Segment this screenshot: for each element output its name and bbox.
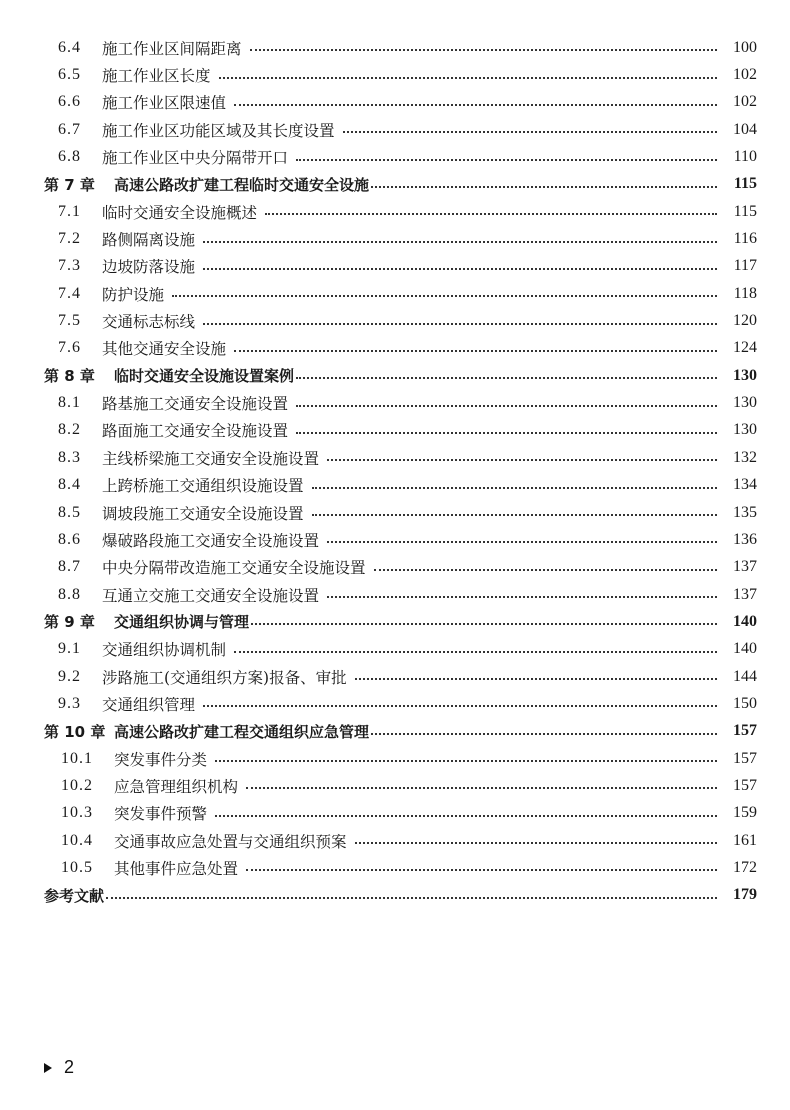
toc-entry-page: 137 bbox=[733, 558, 757, 576]
toc-entry-title: 施工作业区中央分隔带开口 bbox=[102, 149, 289, 168]
toc-entry-number: 9.2 bbox=[58, 667, 81, 685]
toc-entry-page: 179 bbox=[733, 886, 757, 904]
toc-entry-title: 临时交通安全设施设置案例 bbox=[114, 367, 295, 386]
toc-entry-number: 8.5 bbox=[58, 503, 81, 521]
toc-entry-title: 中央分隔带改造施工交通安全设施设置 bbox=[102, 559, 366, 578]
toc-entry-number: 8.7 bbox=[58, 558, 81, 576]
toc-entry-page: 110 bbox=[733, 148, 757, 166]
toc-section-entry bbox=[0, 89, 790, 116]
toc-section-entry bbox=[0, 225, 790, 252]
toc-chapter-entry bbox=[0, 608, 790, 635]
toc-entry-number: 第 9 章 bbox=[44, 613, 95, 632]
toc-entry-title: 高速公路改扩建工程交通组织应急管理 bbox=[114, 722, 370, 741]
toc-section-entry bbox=[0, 335, 790, 362]
toc-section-entry bbox=[0, 198, 790, 225]
toc-entry-number: 9.1 bbox=[58, 640, 81, 658]
dot-leader bbox=[251, 622, 717, 625]
dot-leader bbox=[343, 130, 717, 133]
toc-entry-page: 137 bbox=[733, 585, 757, 603]
dot-leader bbox=[234, 103, 717, 106]
toc-entry-number: 第 10 章 bbox=[44, 722, 106, 741]
dot-leader bbox=[203, 240, 717, 243]
toc-section-entry bbox=[0, 472, 790, 499]
dot-leader bbox=[250, 48, 717, 51]
toc-entry-page: 100 bbox=[733, 38, 757, 56]
dot-leader bbox=[203, 704, 717, 707]
toc-entry-page: 144 bbox=[733, 667, 757, 685]
toc-entry-number: 第 8 章 bbox=[44, 367, 95, 386]
toc-section-entry bbox=[0, 827, 790, 854]
toc-entry-page: 136 bbox=[733, 530, 757, 548]
dot-leader bbox=[215, 814, 717, 817]
toc-entry-number: 6.7 bbox=[58, 120, 81, 138]
toc-entry-page: 116 bbox=[733, 230, 757, 248]
toc-entry-title: 参考文献 bbox=[44, 886, 105, 905]
dot-leader bbox=[246, 786, 717, 789]
toc-entry-page: 104 bbox=[733, 120, 757, 138]
toc-chapter-entry bbox=[0, 362, 790, 389]
toc-entry-page: 140 bbox=[733, 612, 757, 630]
toc-entry-page: 135 bbox=[733, 503, 757, 521]
dot-leader bbox=[327, 540, 717, 543]
toc-entry-number: 6.4 bbox=[58, 38, 81, 56]
toc-entry-page: 157 bbox=[733, 749, 757, 767]
toc-chapter-entry bbox=[0, 171, 790, 198]
triangle-right-icon bbox=[44, 1063, 52, 1073]
dot-leader bbox=[371, 732, 717, 735]
toc-entry-number: 8.8 bbox=[58, 585, 81, 603]
toc-section-entry bbox=[0, 663, 790, 690]
dot-leader bbox=[374, 568, 717, 571]
dot-leader bbox=[234, 650, 717, 653]
toc-entry-page: 117 bbox=[733, 257, 757, 275]
toc-entry-page: 159 bbox=[733, 804, 757, 822]
dot-leader bbox=[172, 294, 717, 297]
toc-entry-number: 10.4 bbox=[61, 831, 93, 849]
toc-entry-page: 150 bbox=[733, 694, 757, 712]
dot-leader bbox=[371, 185, 717, 188]
toc-entry-number: 6.6 bbox=[58, 93, 81, 111]
toc-entry-number: 7.6 bbox=[58, 339, 81, 357]
toc-entry-page: 157 bbox=[733, 776, 757, 794]
toc-entry-page: 115 bbox=[733, 175, 757, 193]
toc-entry-number: 第 7 章 bbox=[44, 175, 95, 194]
toc-entry-number: 7.5 bbox=[58, 312, 81, 330]
toc-section-entry bbox=[0, 143, 790, 170]
toc-section-entry bbox=[0, 61, 790, 88]
toc-entry-number: 8.3 bbox=[58, 448, 81, 466]
toc-section-entry bbox=[0, 444, 790, 471]
toc-entry-title: 上跨桥施工交通组织设施设置 bbox=[102, 477, 304, 496]
toc-section-entry bbox=[0, 690, 790, 717]
dot-leader bbox=[296, 431, 717, 434]
toc-entry-page: 132 bbox=[733, 448, 757, 466]
toc-entry-number: 7.1 bbox=[58, 202, 81, 220]
dot-leader bbox=[327, 595, 717, 598]
toc-entry-title: 高速公路改扩建工程临时交通安全设施 bbox=[114, 175, 370, 194]
table-of-contents bbox=[0, 34, 790, 909]
toc-section-entry bbox=[0, 116, 790, 143]
toc-section-entry bbox=[0, 854, 790, 881]
toc-entry-number: 6.5 bbox=[58, 66, 81, 84]
toc-entry-title: 路侧隔离设施 bbox=[102, 231, 196, 250]
toc-entry-title: 施工作业区间隔距离 bbox=[102, 39, 242, 58]
toc-entry-title: 交通组织管理 bbox=[102, 695, 196, 714]
dot-leader bbox=[106, 896, 717, 899]
dot-leader bbox=[246, 868, 717, 871]
toc-entry-page: 130 bbox=[733, 421, 757, 439]
toc-references-entry bbox=[0, 882, 790, 909]
toc-entry-title: 交通组织协调机制 bbox=[102, 641, 227, 660]
toc-section-entry bbox=[0, 499, 790, 526]
dot-leader bbox=[203, 322, 717, 325]
toc-entry-number: 8.1 bbox=[58, 394, 81, 412]
toc-section-entry bbox=[0, 253, 790, 280]
toc-entry-page: 140 bbox=[733, 640, 757, 658]
toc-entry-number: 10.2 bbox=[61, 776, 93, 794]
toc-entry-number: 8.6 bbox=[58, 530, 81, 548]
toc-entry-page: 130 bbox=[733, 366, 757, 384]
page-number: 2 bbox=[64, 1057, 75, 1077]
toc-section-entry bbox=[0, 389, 790, 416]
toc-section-entry bbox=[0, 307, 790, 334]
toc-entry-title: 路基施工交通安全设施设置 bbox=[102, 395, 289, 414]
toc-entry-title: 涉路施工(交通组织方案)报备、审批 bbox=[102, 668, 347, 687]
toc-entry-number: 9.3 bbox=[58, 694, 81, 712]
toc-entry-number: 10.1 bbox=[61, 749, 93, 767]
toc-entry-page: 157 bbox=[733, 722, 757, 740]
dot-leader bbox=[312, 486, 717, 489]
toc-section-entry bbox=[0, 745, 790, 772]
toc-entry-title: 交通标志标线 bbox=[102, 313, 196, 332]
toc-entry-page: 172 bbox=[733, 858, 757, 876]
dot-leader bbox=[355, 841, 717, 844]
dot-leader bbox=[355, 677, 717, 680]
toc-entry-title: 路面施工交通安全设施设置 bbox=[102, 422, 289, 441]
dot-leader bbox=[234, 349, 717, 352]
toc-entry-title: 爆破路段施工交通安全设施设置 bbox=[102, 531, 320, 550]
dot-leader bbox=[215, 759, 717, 762]
toc-entry-page: 161 bbox=[733, 831, 757, 849]
toc-entry-title: 施工作业区限速值 bbox=[102, 94, 227, 113]
toc-entry-title: 防护设施 bbox=[102, 285, 165, 304]
toc-chapter-entry bbox=[0, 718, 790, 745]
toc-entry-title: 突发事件分类 bbox=[114, 750, 208, 769]
dot-leader bbox=[312, 513, 717, 516]
toc-entry-page: 115 bbox=[733, 202, 757, 220]
toc-entry-title: 边坡防落设施 bbox=[102, 258, 196, 277]
toc-entry-title: 突发事件预警 bbox=[114, 805, 208, 824]
dot-leader bbox=[327, 458, 717, 461]
toc-section-entry bbox=[0, 280, 790, 307]
toc-section-entry bbox=[0, 417, 790, 444]
toc-section-entry bbox=[0, 800, 790, 827]
toc-entry-page: 130 bbox=[733, 394, 757, 412]
toc-entry-number: 8.4 bbox=[58, 476, 81, 494]
toc-entry-number: 7.3 bbox=[58, 257, 81, 275]
dot-leader bbox=[265, 212, 717, 215]
toc-entry-title: 交通事故应急处置与交通组织预案 bbox=[114, 832, 347, 851]
toc-entry-title: 主线桥梁施工交通安全设施设置 bbox=[102, 449, 320, 468]
toc-entry-title: 施工作业区功能区域及其长度设置 bbox=[102, 121, 335, 140]
toc-entry-number: 10.3 bbox=[61, 804, 93, 822]
page-footer bbox=[44, 1057, 74, 1078]
toc-entry-title: 互通立交施工交通安全设施设置 bbox=[102, 586, 320, 605]
toc-entry-number: 7.4 bbox=[58, 284, 81, 302]
toc-entry-page: 120 bbox=[733, 312, 757, 330]
toc-entry-title: 其他事件应急处置 bbox=[114, 859, 239, 878]
toc-entry-title: 调坡段施工交通安全设施设置 bbox=[102, 504, 304, 523]
toc-entry-title: 施工作业区长度 bbox=[102, 67, 211, 86]
toc-entry-title: 应急管理组织机构 bbox=[114, 777, 239, 796]
toc-entry-title: 其他交通安全设施 bbox=[102, 340, 227, 359]
toc-section-entry bbox=[0, 34, 790, 61]
dot-leader bbox=[219, 76, 717, 79]
dot-leader bbox=[203, 267, 717, 270]
toc-entry-page: 134 bbox=[733, 476, 757, 494]
toc-section-entry bbox=[0, 526, 790, 553]
toc-entry-title: 临时交通安全设施概述 bbox=[102, 203, 258, 222]
toc-entry-number: 6.8 bbox=[58, 148, 81, 166]
dot-leader bbox=[296, 158, 717, 161]
toc-entry-page: 102 bbox=[733, 66, 757, 84]
toc-entry-title: 交通组织协调与管理 bbox=[114, 613, 250, 632]
toc-entry-page: 102 bbox=[733, 93, 757, 111]
toc-section-entry bbox=[0, 772, 790, 799]
toc-entry-number: 7.2 bbox=[58, 230, 81, 248]
toc-entry-page: 124 bbox=[733, 339, 757, 357]
toc-entry-number: 8.2 bbox=[58, 421, 81, 439]
dot-leader bbox=[296, 376, 717, 379]
toc-section-entry bbox=[0, 636, 790, 663]
dot-leader bbox=[296, 404, 717, 407]
toc-entry-page: 118 bbox=[733, 284, 757, 302]
toc-section-entry bbox=[0, 581, 790, 608]
toc-entry-number: 10.5 bbox=[61, 858, 93, 876]
toc-section-entry bbox=[0, 554, 790, 581]
